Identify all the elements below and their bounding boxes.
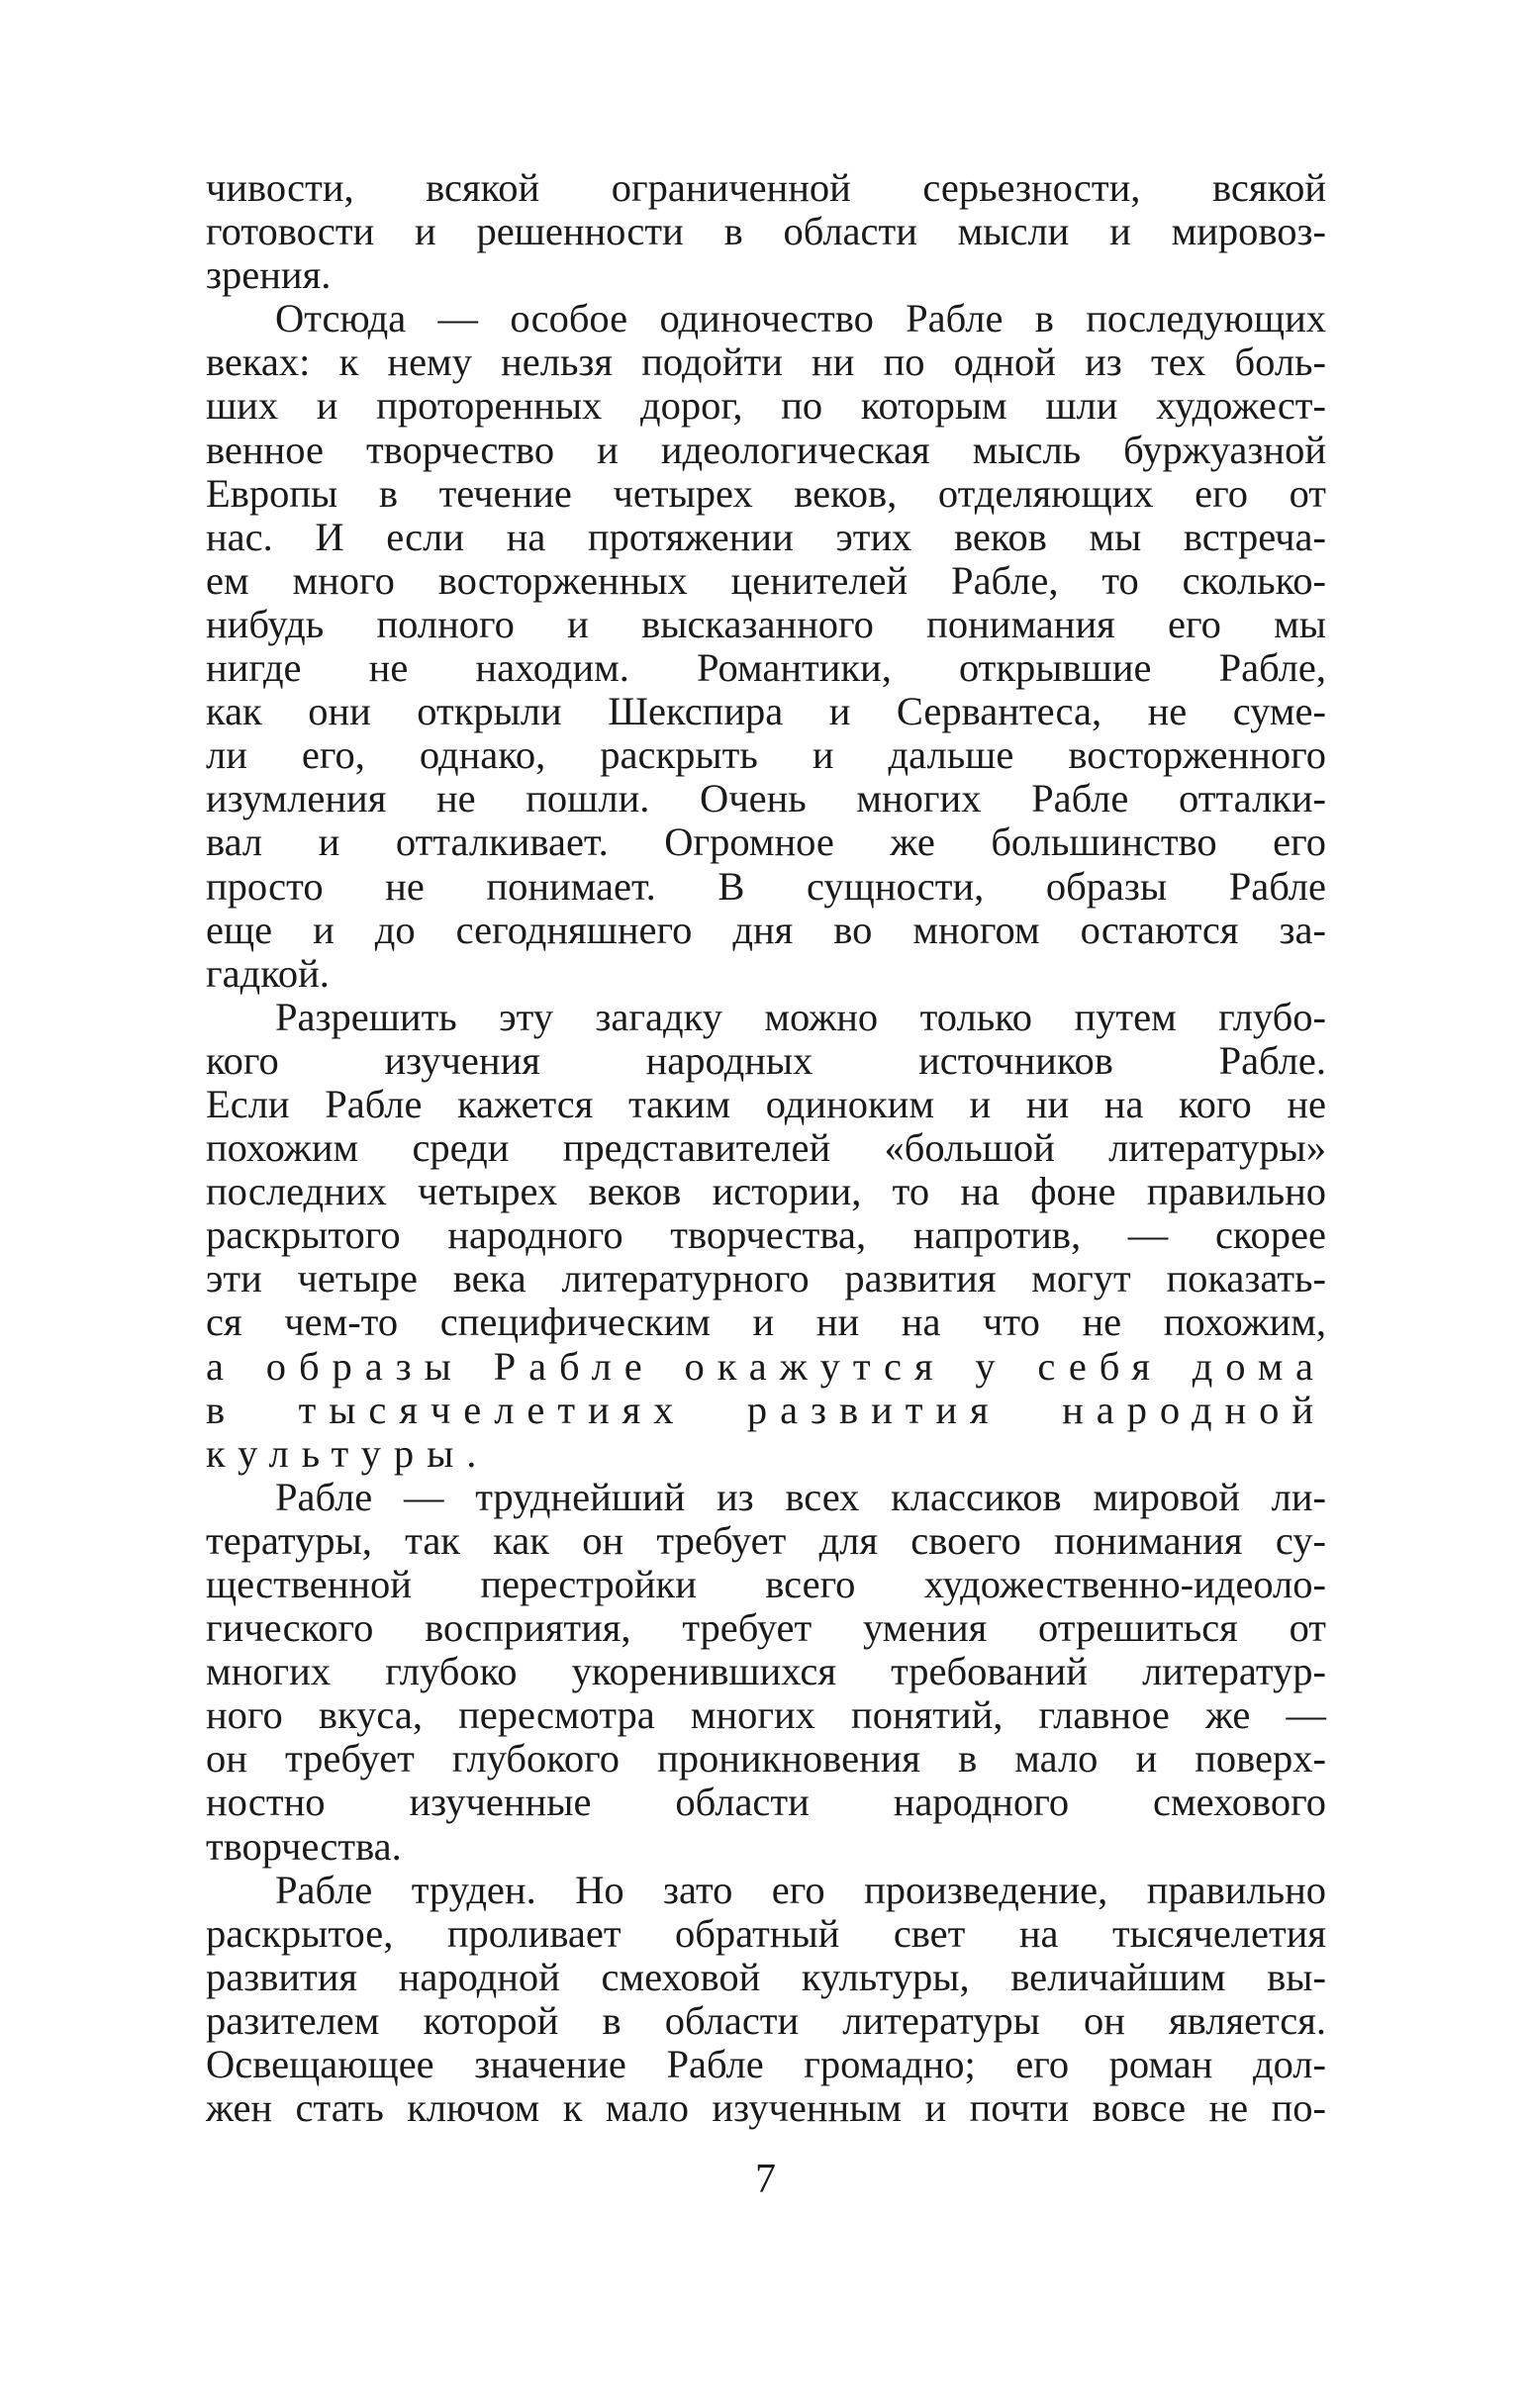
text-line: развития народной смеховой культуры, величайшим вы- xyxy=(206,1954,1326,1999)
text-line: Рабле труден. Но зато его произведение, правильно xyxy=(275,1867,1326,1912)
text-line: гического восприятия, требует умения отрешиться от xyxy=(206,1605,1326,1651)
text-line: зрения. xyxy=(206,252,332,298)
text-line: готовости и решенности в области мысли и мировоз- xyxy=(206,209,1326,254)
text-line: чивости, всякой ограниченной серьезности, всякой xyxy=(206,165,1326,210)
text-line: Отсюда — особое одиночество Рабле в последующих xyxy=(275,296,1326,341)
page-body xyxy=(206,166,1326,2130)
text-line: культуры. xyxy=(206,1430,490,1476)
text-line: разителем которой в области литературы он является. xyxy=(206,1997,1326,2043)
paragraph-2 xyxy=(206,297,1326,996)
paragraph-5 xyxy=(206,1869,1326,2131)
text-line: Рабле — труднейший из всех классиков мировой ли- xyxy=(275,1474,1326,1519)
text-line: просто не понимает. В сущности, образы Рабле xyxy=(206,863,1326,909)
text-line: жен стать ключом к мало изученным и почти вовсе не по- xyxy=(206,2085,1326,2131)
text-line: нибудь полного и высказанного понимания его мы xyxy=(206,601,1326,646)
text-line: как они открыли Шекспира и Сервантеса, не суме- xyxy=(206,689,1326,734)
text-line: гадкой. xyxy=(206,950,330,996)
text-line: ем много восторженных ценителей Рабле, то сколько- xyxy=(206,557,1326,603)
text-line: ли его, однако, раскрыть и дальше восторженного xyxy=(206,732,1326,778)
text-line: ся чем-то специфическим и ни на что не похожим, xyxy=(206,1300,1326,1345)
text-line: похожим среди представителей «большой литературы» xyxy=(206,1125,1326,1171)
text-line: Если Рабле кажется таким одиноким и ни на кого не xyxy=(206,1081,1326,1126)
text-line: нас. И если на протяжении этих веков мы встреча- xyxy=(206,514,1326,559)
page-number: 7 xyxy=(755,2157,776,2202)
text-line: веках: к нему нельзя подойти ни по одной из тех боль- xyxy=(206,339,1326,385)
text-line: щественной перестройки всего художественно-идеоло- xyxy=(206,1562,1326,1606)
text-line: эти четыре века литературного развития могут показать- xyxy=(206,1256,1326,1301)
text-line: творчества. xyxy=(206,1823,402,1869)
text-line: а образы Рабле окажутся у себя дома xyxy=(206,1343,1326,1389)
text-line: вал и отталкивает. Огромное же большинство его xyxy=(206,819,1326,865)
text-line: раскрытого народного творчества, напротив, — скорее xyxy=(206,1212,1326,1258)
text-line: венное творчество и идеологическая мысль буржуазной xyxy=(206,427,1326,472)
text-line: многих глубоко укоренившихся требований литератур- xyxy=(206,1649,1326,1694)
text-line: ших и проторенных дорог, по которым шли художест- xyxy=(206,383,1326,429)
paragraph-3 xyxy=(206,996,1326,1476)
text-line: Европы в течение четырех веков, отделяющих его от xyxy=(206,470,1326,516)
text-line: он требует глубокого проникновения в мало и поверх- xyxy=(206,1736,1326,1782)
paragraph-1 xyxy=(206,166,1326,297)
text-line: ностно изученные области народного смехового xyxy=(206,1780,1326,1825)
text-line: изумления не пошли. Очень многих Рабле отталки- xyxy=(206,776,1326,821)
text-line: Разрешить эту загадку можно только путем глубо- xyxy=(275,994,1326,1039)
text-line: в тысячелетиях развития народной xyxy=(206,1387,1326,1432)
text-line: нигде не находим. Романтики, открывшие Рабле, xyxy=(206,645,1326,691)
paragraph-4 xyxy=(206,1476,1326,1869)
text-line: ного вкуса, пересмотра многих понятий, главное же — xyxy=(206,1692,1326,1738)
text-line: еще и до сегодняшнего дня во многом остаются за- xyxy=(206,907,1326,952)
text-line: раскрытое, проливает обратный свет на тысячелетия xyxy=(206,1910,1326,1956)
text-line: кого изучения народных источников Рабле. xyxy=(206,1037,1326,1083)
text-line: Освещающее значение Рабле громадно; его роман дол- xyxy=(206,2042,1326,2087)
text-line: тературы, так как он требует для своего понимания су- xyxy=(206,1517,1326,1563)
text-line: последних четырех веков истории, то на фоне правильно xyxy=(206,1169,1326,1214)
